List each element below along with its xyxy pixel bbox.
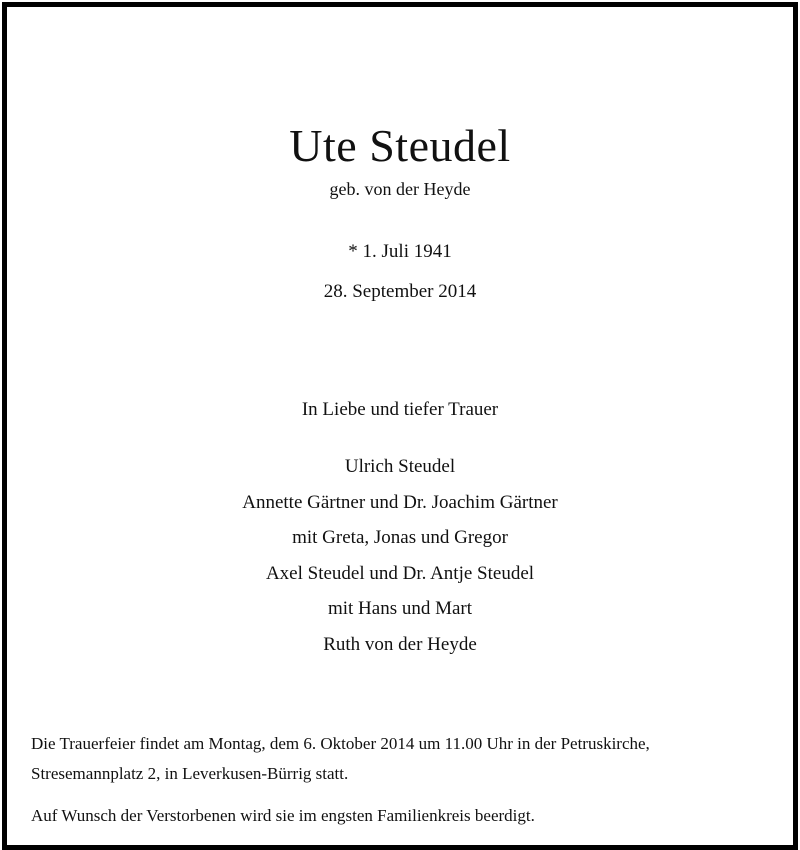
deceased-name: Ute Steudel [289,120,511,171]
family-member: Axel Steudel und Dr. Antje Steudel [265,562,535,584]
family-member: Annette Gärtner und Dr. Joachim Gärtner [242,491,558,513]
birth-name: geb. von der Heyde [329,179,471,199]
obituary-frame [2,2,798,850]
birth-date: * 1. Juli 1941 [348,241,452,262]
death-date: 28. September 2014 [323,281,477,302]
family-list [7,449,793,662]
funeral-notice-line2: Stresemannplatz 2, in Leverkusen-Bürrig statt. [31,764,349,783]
mourning-line: In Liebe und tiefer Trauer [301,399,499,420]
funeral-notice-line1: Die Trauerfeier findet am Montag, dem 6. Oktober 2014 um 11.00 Uhr in der Petruskirche, [31,734,650,753]
family-member: mit Greta, Jonas und Gregor [292,527,508,548]
family-member: Ruth von der Heyde [323,633,477,655]
family-member: mit Hans und Mart [327,598,473,619]
family-member: Ulrich Steudel [344,456,456,477]
funeral-notice [31,729,781,789]
burial-notice: Auf Wunsch der Verstorbenen wird sie im engsten Familienkreis beerdigt. [31,806,535,825]
